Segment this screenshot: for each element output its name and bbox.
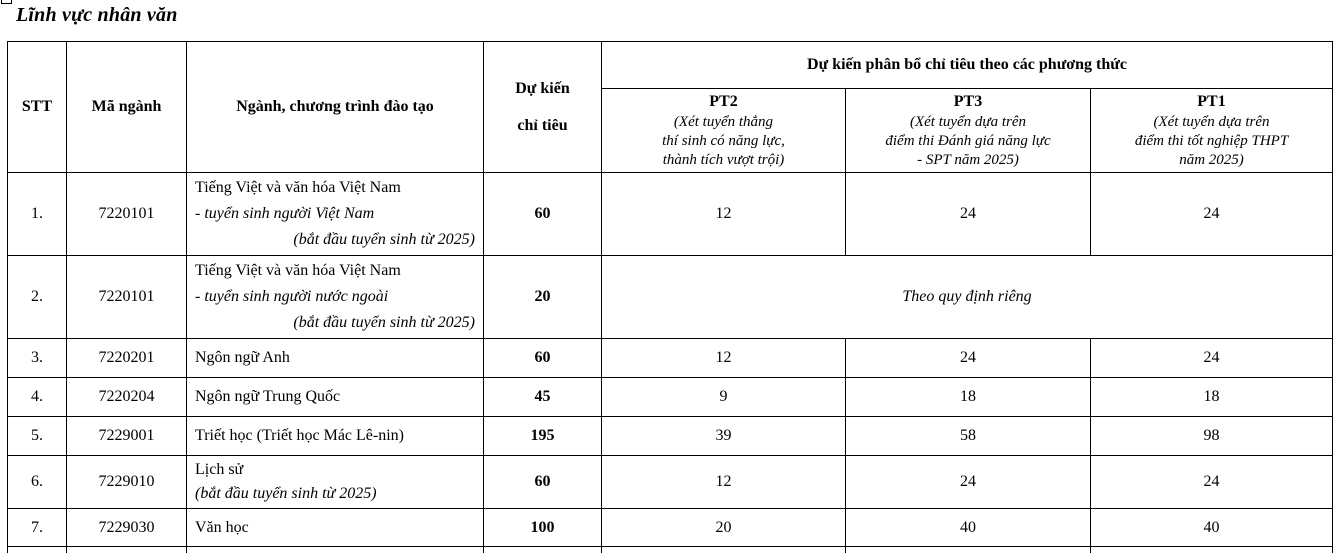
col-header-quota: [484, 42, 602, 173]
cell-program: [187, 378, 484, 417]
pt3-desc-line1: (Xét tuyển dựa trên: [909, 114, 1027, 130]
col-header-methods-group: Dự kiến phân bổ chỉ tiêu theo các phương thức: [602, 42, 1333, 89]
table-row: [8, 378, 1333, 417]
cell-stt: 1.: [8, 173, 67, 256]
cell-quota: 100: [484, 509, 602, 547]
cutoff-cell-remnant: [1, 0, 12, 4]
col-header-quota-line2: chỉ tiêu: [517, 117, 568, 134]
col-header-quota-line1: Dự kiến: [515, 80, 570, 97]
cell-code: 7229030: [67, 509, 187, 547]
program-subtitle: - tuyển sinh người Việt Nam: [195, 205, 375, 222]
pt2-desc-line2: thí sinh có năng lực,: [662, 133, 785, 149]
cell-empty: [187, 547, 484, 553]
cell-pt1: 18: [1091, 378, 1333, 417]
cell-program: [187, 256, 484, 339]
cell-empty: [1091, 547, 1333, 553]
page-title: Lĩnh vực nhân văn: [16, 4, 178, 26]
cell-quota: 45: [484, 378, 602, 417]
col-header-pt1: [1091, 89, 1333, 173]
cell-pt1: 40: [1091, 509, 1333, 547]
program-note: (bắt đầu tuyển sinh từ 2025): [293, 231, 475, 248]
cell-pt2: 20: [602, 509, 846, 547]
admission-quota-table: [7, 41, 1333, 553]
cell-pt3: 24: [846, 173, 1091, 256]
table-row: [8, 456, 1333, 509]
cell-empty: [602, 547, 846, 553]
cell-code: 7220101: [67, 256, 187, 339]
table-row: [8, 256, 1333, 339]
program-name: Văn học: [195, 518, 249, 536]
cell-pt3: 18: [846, 378, 1091, 417]
cell-empty: [67, 547, 187, 553]
table-row: [8, 509, 1333, 547]
cell-stt: 2.: [8, 256, 67, 339]
table-row-partial: [8, 547, 1333, 553]
cell-quota: 195: [484, 417, 602, 456]
pt3-label: PT3: [953, 93, 983, 110]
cell-pt3: 24: [846, 456, 1091, 509]
cell-stt: 6.: [8, 456, 67, 509]
cell-code: 7229010: [67, 456, 187, 509]
cell-program: [187, 173, 484, 256]
cell-quota: 60: [484, 339, 602, 378]
header-row-group: [8, 42, 1333, 89]
table-row: [8, 417, 1333, 456]
cell-quota: 20: [484, 256, 602, 339]
cell-empty: [8, 547, 67, 553]
pt1-desc-line3: năm 2025): [1179, 152, 1244, 168]
cell-pt3: 40: [846, 509, 1091, 547]
cell-pt1: 24: [1091, 456, 1333, 509]
cell-program: [187, 456, 484, 509]
program-name: Tiếng Việt và văn hóa Việt Nam: [195, 179, 401, 196]
program-name: Tiếng Việt và văn hóa Việt Nam: [195, 262, 401, 279]
program-note: (bắt đầu tuyển sinh từ 2025): [195, 485, 377, 502]
pt1-label: PT1: [1197, 93, 1226, 110]
pt2-desc-line3: thành tích vượt trội): [662, 152, 785, 168]
cell-quota: 60: [484, 173, 602, 256]
cell-pt1: 24: [1091, 339, 1333, 378]
program-subtitle: - tuyển sinh người nước ngoài: [195, 288, 389, 305]
cell-empty: [484, 547, 602, 553]
col-header-code: Mã ngành: [67, 42, 187, 173]
program-name: Lịch sử: [195, 461, 244, 478]
cell-stt: 7.: [8, 509, 67, 547]
cell-quota: 60: [484, 456, 602, 509]
cell-pt2: 12: [602, 173, 846, 256]
cell-stt: 4.: [8, 378, 67, 417]
cell-stt: 3.: [8, 339, 67, 378]
col-header-stt: STT: [8, 42, 67, 173]
cell-program: [187, 339, 484, 378]
program-name: Ngôn ngữ Trung Quốc: [195, 388, 341, 405]
cell-code: 7229001: [67, 417, 187, 456]
program-name: Triết học (Triết học Mác Lê-nin): [195, 427, 404, 444]
pt2-label: PT2: [709, 93, 738, 110]
cell-pt3: 24: [846, 339, 1091, 378]
cell-pt2: 12: [602, 339, 846, 378]
cell-special-rule: Theo quy định riêng: [602, 256, 1333, 339]
col-header-pt2: [602, 89, 846, 173]
cell-code: 7220204: [67, 378, 187, 417]
cell-code: 7220201: [67, 339, 187, 378]
pt2-desc-line1: (Xét tuyển thẳng: [673, 114, 774, 130]
pt3-desc-line3: - SPT năm 2025): [917, 152, 1019, 168]
cell-pt2: 12: [602, 456, 846, 509]
col-header-pt3: [846, 89, 1091, 173]
cell-pt1: 24: [1091, 173, 1333, 256]
cell-pt2: 39: [602, 417, 846, 456]
cell-pt2: 9: [602, 378, 846, 417]
cell-pt1: 98: [1091, 417, 1333, 456]
col-header-program: Ngành, chương trình đào tạo: [187, 42, 484, 173]
table-row: [8, 173, 1333, 256]
table-row: [8, 339, 1333, 378]
cell-program: [187, 509, 484, 547]
pt1-desc-line2: điểm thi tốt nghiệp THPT: [1134, 133, 1289, 149]
cell-pt3: 58: [846, 417, 1091, 456]
program-note: (bắt đầu tuyển sinh từ 2025): [293, 314, 475, 331]
pt3-desc-line2: điểm thi Đánh giá năng lực: [885, 133, 1051, 149]
program-name: Ngôn ngữ Anh: [195, 349, 290, 366]
cell-empty: [846, 547, 1091, 553]
cell-program: [187, 417, 484, 456]
pt1-desc-line1: (Xét tuyển dựa trên: [1153, 114, 1270, 130]
cell-code: 7220101: [67, 173, 187, 256]
cell-stt: 5.: [8, 417, 67, 456]
